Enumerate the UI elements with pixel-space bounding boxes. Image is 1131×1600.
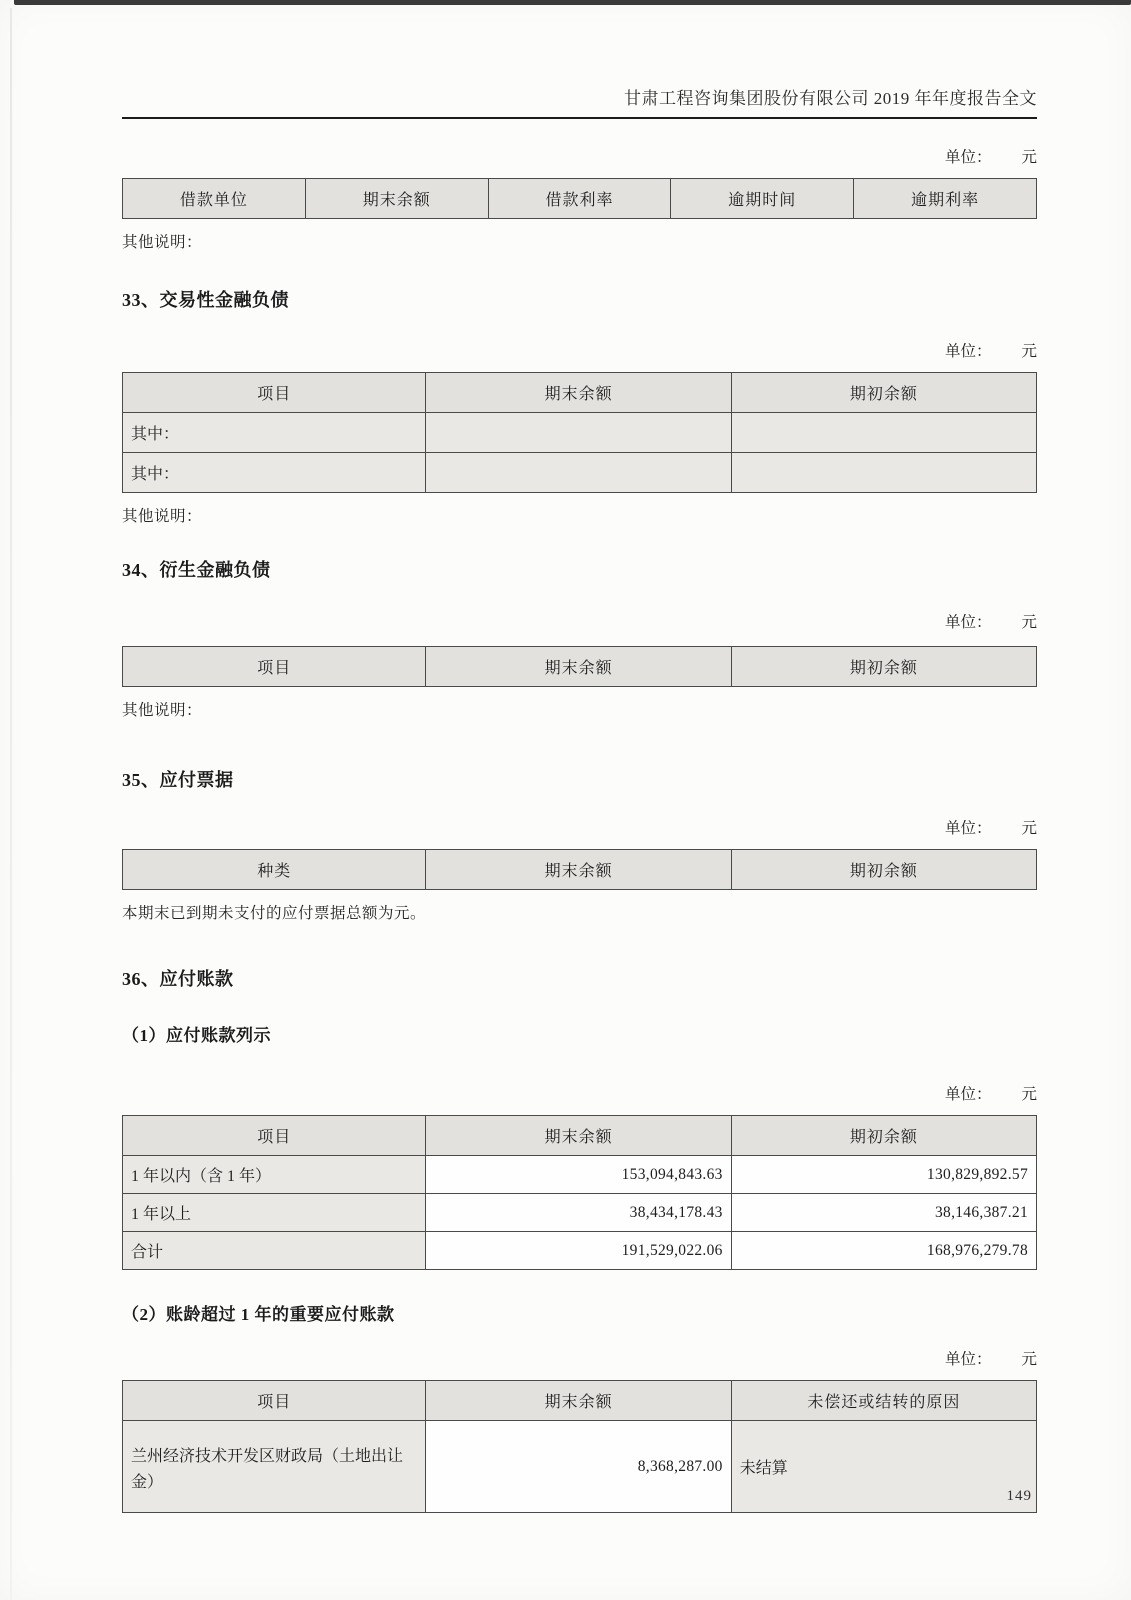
unit-label: 单位： <box>944 1351 992 1368</box>
opening-balance-cell <box>731 453 1036 493</box>
closing-balance-cell: 191,529,022.06 <box>426 1232 731 1270</box>
unit-label: 单位： <box>944 1086 992 1103</box>
item-cell: 其中： <box>123 453 426 493</box>
derivative-financial-liabilities-table <box>122 646 1037 687</box>
column-header: 种类 <box>123 850 426 890</box>
closing-balance-cell <box>426 453 731 493</box>
column-header: 项目 <box>123 1116 426 1156</box>
closing-balance-cell: 153,094,843.63 <box>426 1156 731 1194</box>
table-header-row <box>123 647 1037 687</box>
other-note: 其他说明： <box>122 702 203 719</box>
other-note: 其他说明： <box>122 234 203 251</box>
item-cell: 兰州经济技术开发区财政局（土地出让金） <box>123 1421 426 1513</box>
opening-balance-cell <box>731 413 1036 453</box>
subsection-heading-36-2: （2）账龄超过 1 年的重要应付账款 <box>122 1305 395 1324</box>
table-header-row <box>123 179 1037 219</box>
section-heading-36: 36、应付账款 <box>122 969 234 989</box>
table-header-row <box>123 373 1037 413</box>
column-header: 逾期时间 <box>671 179 854 219</box>
column-header: 项目 <box>123 1381 426 1421</box>
unit-label: 单位： <box>944 343 992 360</box>
column-header: 期初余额 <box>731 1116 1036 1156</box>
scan-left-edge <box>10 8 12 1600</box>
unit-label: 单位： <box>944 614 992 631</box>
section-heading-33: 33、交易性金融负债 <box>122 290 289 310</box>
unit-note <box>122 1082 1037 1104</box>
page-number: 149 <box>1006 1488 1032 1504</box>
column-header: 期末余额 <box>305 179 488 219</box>
column-header: 期末余额 <box>426 850 731 890</box>
table-row <box>123 1194 1037 1232</box>
notes-payable-table <box>122 849 1037 890</box>
unit-currency: 元 <box>1021 1351 1037 1368</box>
unit-note <box>122 1347 1037 1369</box>
table-header-row <box>123 1116 1037 1156</box>
column-header: 借款单位 <box>123 179 306 219</box>
column-header: 未偿还或结转的原因 <box>731 1381 1036 1421</box>
trading-financial-liabilities-table <box>122 372 1037 493</box>
closing-balance-cell: 8,368,287.00 <box>426 1421 731 1513</box>
column-header: 项目 <box>123 647 426 687</box>
closing-balance-cell: 38,434,178.43 <box>426 1194 731 1232</box>
overdue-borrowings-table <box>122 178 1037 219</box>
other-note: 其他说明： <box>122 508 203 525</box>
table-header-row <box>123 1381 1037 1421</box>
column-header: 期末余额 <box>426 373 731 413</box>
unit-label: 单位： <box>944 149 992 166</box>
unit-note <box>122 816 1037 838</box>
unit-note <box>122 610 1037 632</box>
closing-balance-cell <box>426 413 731 453</box>
notes-payable-note: 本期末已到期未支付的应付票据总额为元。 <box>122 905 427 922</box>
column-header: 期末余额 <box>426 647 731 687</box>
column-header: 期末余额 <box>426 1116 731 1156</box>
table-row <box>123 1156 1037 1194</box>
unit-note <box>122 339 1037 361</box>
item-cell: 1 年以上 <box>123 1194 426 1232</box>
unit-currency: 元 <box>1021 149 1037 166</box>
aged-important-payables-table <box>122 1380 1037 1513</box>
column-header: 借款利率 <box>488 179 671 219</box>
opening-balance-cell: 38,146,387.21 <box>731 1194 1036 1232</box>
table-row <box>123 1421 1037 1513</box>
reason-cell: 未结算 <box>731 1421 1036 1513</box>
report-header-title: 甘肃工程咨询集团股份有限公司 2019 年年度报告全文 <box>122 88 1037 119</box>
item-cell: 1 年以内（含 1 年） <box>123 1156 426 1194</box>
column-header: 项目 <box>123 373 426 413</box>
unit-label: 单位： <box>944 820 992 837</box>
unit-currency: 元 <box>1021 820 1037 837</box>
table-header-row <box>123 850 1037 890</box>
column-header: 期末余额 <box>426 1381 731 1421</box>
column-header: 期初余额 <box>731 850 1036 890</box>
unit-currency: 元 <box>1021 614 1037 631</box>
unit-note <box>122 145 1037 167</box>
item-cell: 合计 <box>123 1232 426 1270</box>
section-heading-35: 35、应付票据 <box>122 770 234 790</box>
table-row <box>123 1232 1037 1270</box>
column-header: 期初余额 <box>731 647 1036 687</box>
item-cell: 其中： <box>123 413 426 453</box>
scan-top-edge <box>14 0 1131 5</box>
unit-currency: 元 <box>1021 1086 1037 1103</box>
opening-balance-cell: 130,829,892.57 <box>731 1156 1036 1194</box>
accounts-payable-table <box>122 1115 1037 1270</box>
unit-currency: 元 <box>1021 343 1037 360</box>
table-row <box>123 413 1037 453</box>
section-heading-34: 34、衍生金融负债 <box>122 560 271 580</box>
column-header: 逾期利率 <box>854 179 1037 219</box>
opening-balance-cell: 168,976,279.78 <box>731 1232 1036 1270</box>
column-header: 期初余额 <box>731 373 1036 413</box>
subsection-heading-36-1: （1）应付账款列示 <box>122 1026 271 1045</box>
table-row <box>123 453 1037 493</box>
